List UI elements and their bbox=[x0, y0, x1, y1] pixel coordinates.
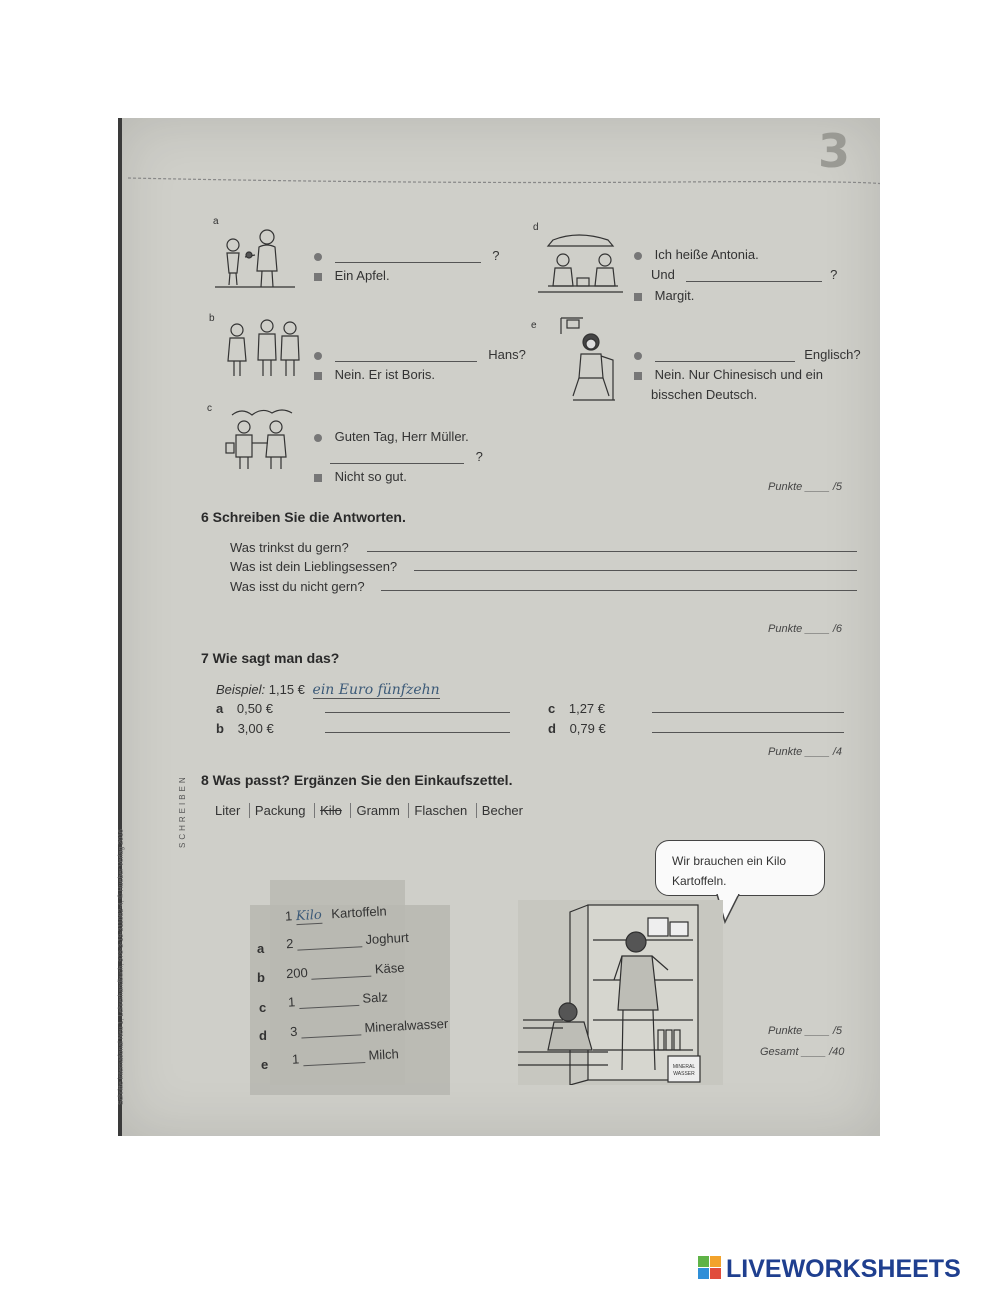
person-sketch-e bbox=[553, 316, 628, 408]
ex7-answer-field-c[interactable] bbox=[652, 712, 844, 713]
ex7-letter-b: b bbox=[216, 721, 224, 736]
exercise8-title: 8 Was passt? Ergänzen Sie den Einkaufszettel. bbox=[201, 772, 513, 788]
word-kilo: Kilo bbox=[314, 803, 347, 818]
answer-field-a[interactable] bbox=[335, 250, 481, 263]
question-c-end: ? bbox=[475, 449, 483, 464]
speaker-square-icon bbox=[634, 293, 642, 301]
question-e-row bbox=[634, 347, 861, 362]
word-box bbox=[215, 803, 528, 818]
answer-c-text: Nicht so gut. bbox=[334, 469, 407, 484]
answer-d-text: Margit. bbox=[654, 288, 695, 303]
word-liter: Liter bbox=[215, 803, 241, 818]
list-item-b: Käse bbox=[374, 959, 405, 977]
list-letter-a: a bbox=[257, 941, 265, 956]
ex6-answer-field-2[interactable] bbox=[414, 570, 857, 571]
ex6-question-1: Was trinkst du gern? bbox=[230, 540, 349, 555]
answer-d-row bbox=[634, 288, 694, 303]
speaker-circle-icon bbox=[314, 352, 322, 360]
ex7-item-b bbox=[216, 721, 274, 736]
ex6-answer-field-3[interactable] bbox=[381, 590, 857, 591]
speaker-square-icon bbox=[634, 372, 642, 380]
list-item-d: Mineralwasser bbox=[364, 1015, 449, 1036]
points-ex6: Punkte ____ /6 bbox=[768, 623, 843, 635]
question-d-end: ? bbox=[830, 267, 838, 282]
answer-e-row bbox=[634, 367, 823, 382]
list-example-item: Kartoffeln bbox=[330, 903, 388, 922]
answer-a-row bbox=[314, 268, 390, 283]
exercise6-title: 6 Schreiben Sie die Antworten. bbox=[201, 509, 406, 525]
greeting-c-row bbox=[314, 429, 469, 444]
question-d-start: Und bbox=[651, 267, 675, 282]
question-c-row bbox=[330, 449, 483, 464]
liveworksheets-brand: LIVEWORKSHEETS bbox=[726, 1255, 961, 1283]
ex7-item-d bbox=[548, 721, 606, 736]
answer-e-text-1: Nein. Nur Chinesisch und ein bbox=[654, 367, 823, 382]
list-letter-c: c bbox=[259, 1000, 267, 1015]
fridge-bottle-label-2: WASSER bbox=[673, 1071, 695, 1077]
ex7-letter-a: a bbox=[216, 701, 224, 716]
list-qty-a: 2 bbox=[285, 935, 294, 952]
answer-b-row bbox=[314, 367, 435, 382]
speech-bubble: Wir brauchen ein Kilo Kartoffeln. bbox=[655, 840, 825, 896]
ex7-answer-field-d[interactable] bbox=[652, 732, 844, 733]
people-sketch-c bbox=[222, 405, 302, 473]
list-qty-e: 1 bbox=[291, 1051, 300, 1067]
speaker-square-icon bbox=[314, 372, 322, 380]
list-letter-b: b bbox=[257, 970, 265, 985]
item-letter-d: d bbox=[533, 222, 539, 233]
question-a-row bbox=[314, 248, 499, 263]
people-sketch-b bbox=[222, 316, 307, 381]
liveworksheets-logo-icon bbox=[698, 1256, 722, 1280]
ex7-value-a: 0,50 € bbox=[236, 701, 274, 716]
answer-b-text: Nein. Er ist Boris. bbox=[334, 367, 436, 382]
question-b-end: Hans? bbox=[488, 347, 526, 362]
exercise7-title: 7 Wie sagt man das? bbox=[201, 650, 340, 666]
ex7-example-row bbox=[216, 682, 440, 698]
list-qty-d: 3 bbox=[289, 1023, 298, 1040]
question-b-row bbox=[314, 347, 526, 362]
list-qty-c: 1 bbox=[287, 994, 296, 1010]
list-example-qty: 1 bbox=[284, 908, 293, 924]
fridge-bottle-label: MINERAL bbox=[672, 1064, 696, 1070]
kitchen-fridge-illustration bbox=[518, 900, 723, 1085]
points-ex7: Punkte ____ /4 bbox=[768, 746, 843, 758]
side-section-label: SCHREIBEN bbox=[178, 774, 187, 848]
answer-field-d[interactable] bbox=[686, 269, 822, 282]
item-letter-c: c bbox=[207, 403, 212, 414]
ex7-letter-d: d bbox=[548, 721, 556, 736]
ex7-value-b: 3,00 € bbox=[237, 721, 274, 736]
intro-d-text: Ich heiße Antonia. bbox=[654, 247, 759, 262]
ex7-value-c: 1,27 € bbox=[568, 701, 606, 716]
speaker-square-icon bbox=[314, 273, 322, 281]
points-ex5: Punkte ____ /5 bbox=[768, 481, 843, 493]
list-example-unit: Kilo bbox=[295, 907, 323, 925]
question-a-end: ? bbox=[492, 248, 500, 263]
answer-a-text: Ein Apfel. bbox=[334, 268, 390, 283]
word-flaschen: Flaschen bbox=[408, 803, 472, 818]
ex7-example-value: 1,15 € bbox=[268, 682, 305, 697]
answer-field-e[interactable] bbox=[655, 349, 795, 362]
ex7-letter-c: c bbox=[548, 701, 556, 716]
people-sketch-a bbox=[215, 225, 295, 290]
item-letter-a: a bbox=[213, 216, 219, 227]
answer-field-b[interactable] bbox=[335, 349, 477, 362]
word-packung: Packung bbox=[249, 803, 311, 818]
ex6-question-2: Was ist dein Lieblingsessen? bbox=[230, 559, 398, 574]
points-ex8: Punkte ____ /5 bbox=[768, 1025, 843, 1037]
ex7-item-c bbox=[548, 701, 605, 716]
item-letter-b: b bbox=[209, 313, 215, 324]
speaker-circle-icon bbox=[634, 352, 642, 360]
answer-c-row bbox=[314, 469, 407, 484]
answer-field-c[interactable] bbox=[330, 451, 464, 464]
ex6-question-3: Was isst du nicht gern? bbox=[230, 579, 365, 594]
page-number: 3 bbox=[818, 124, 850, 178]
ex7-example-label: Beispiel: bbox=[216, 682, 266, 697]
item-letter-e: e bbox=[531, 320, 537, 331]
side-credit: Schritte international Neu 1, Lehrerhandbuch, 978-3-19-311082-4, © Hueber Verlag 2016 bbox=[118, 829, 125, 1105]
question-e-end: Englisch? bbox=[804, 347, 861, 362]
list-item-a: Joghurt bbox=[365, 929, 410, 948]
ex7-item-a bbox=[216, 701, 273, 716]
people-sketch-d bbox=[533, 230, 628, 300]
speaker-circle-icon bbox=[634, 252, 642, 260]
total-points: Gesamt ____ /40 bbox=[760, 1046, 845, 1058]
speaker-circle-icon bbox=[314, 434, 322, 442]
question-d-row bbox=[651, 267, 837, 282]
list-letter-e: e bbox=[261, 1057, 269, 1072]
liveworksheets-logo bbox=[698, 1256, 722, 1280]
ex7-answer-field-a[interactable] bbox=[325, 712, 510, 713]
ex7-value-d: 0,79 € bbox=[569, 721, 606, 736]
list-letter-d: d bbox=[259, 1028, 267, 1043]
speaker-square-icon bbox=[314, 474, 322, 482]
answer-e-text-2: bisschen Deutsch. bbox=[651, 387, 758, 402]
list-qty-b: 200 bbox=[285, 964, 309, 982]
ex6-answer-field-1[interactable] bbox=[367, 551, 857, 552]
list-item-c: Salz bbox=[362, 989, 389, 1006]
intro-d-row bbox=[634, 247, 759, 262]
header-rule bbox=[118, 118, 880, 198]
ex7-example-answer: ein Euro fünfzehn bbox=[312, 682, 440, 698]
word-becher: Becher bbox=[476, 803, 528, 818]
list-item-e: Milch bbox=[368, 1046, 400, 1063]
ex7-answer-field-b[interactable] bbox=[325, 732, 510, 733]
speaker-circle-icon bbox=[314, 253, 322, 261]
greeting-c-text: Guten Tag, Herr Müller. bbox=[334, 429, 469, 444]
word-gramm: Gramm bbox=[350, 803, 404, 818]
